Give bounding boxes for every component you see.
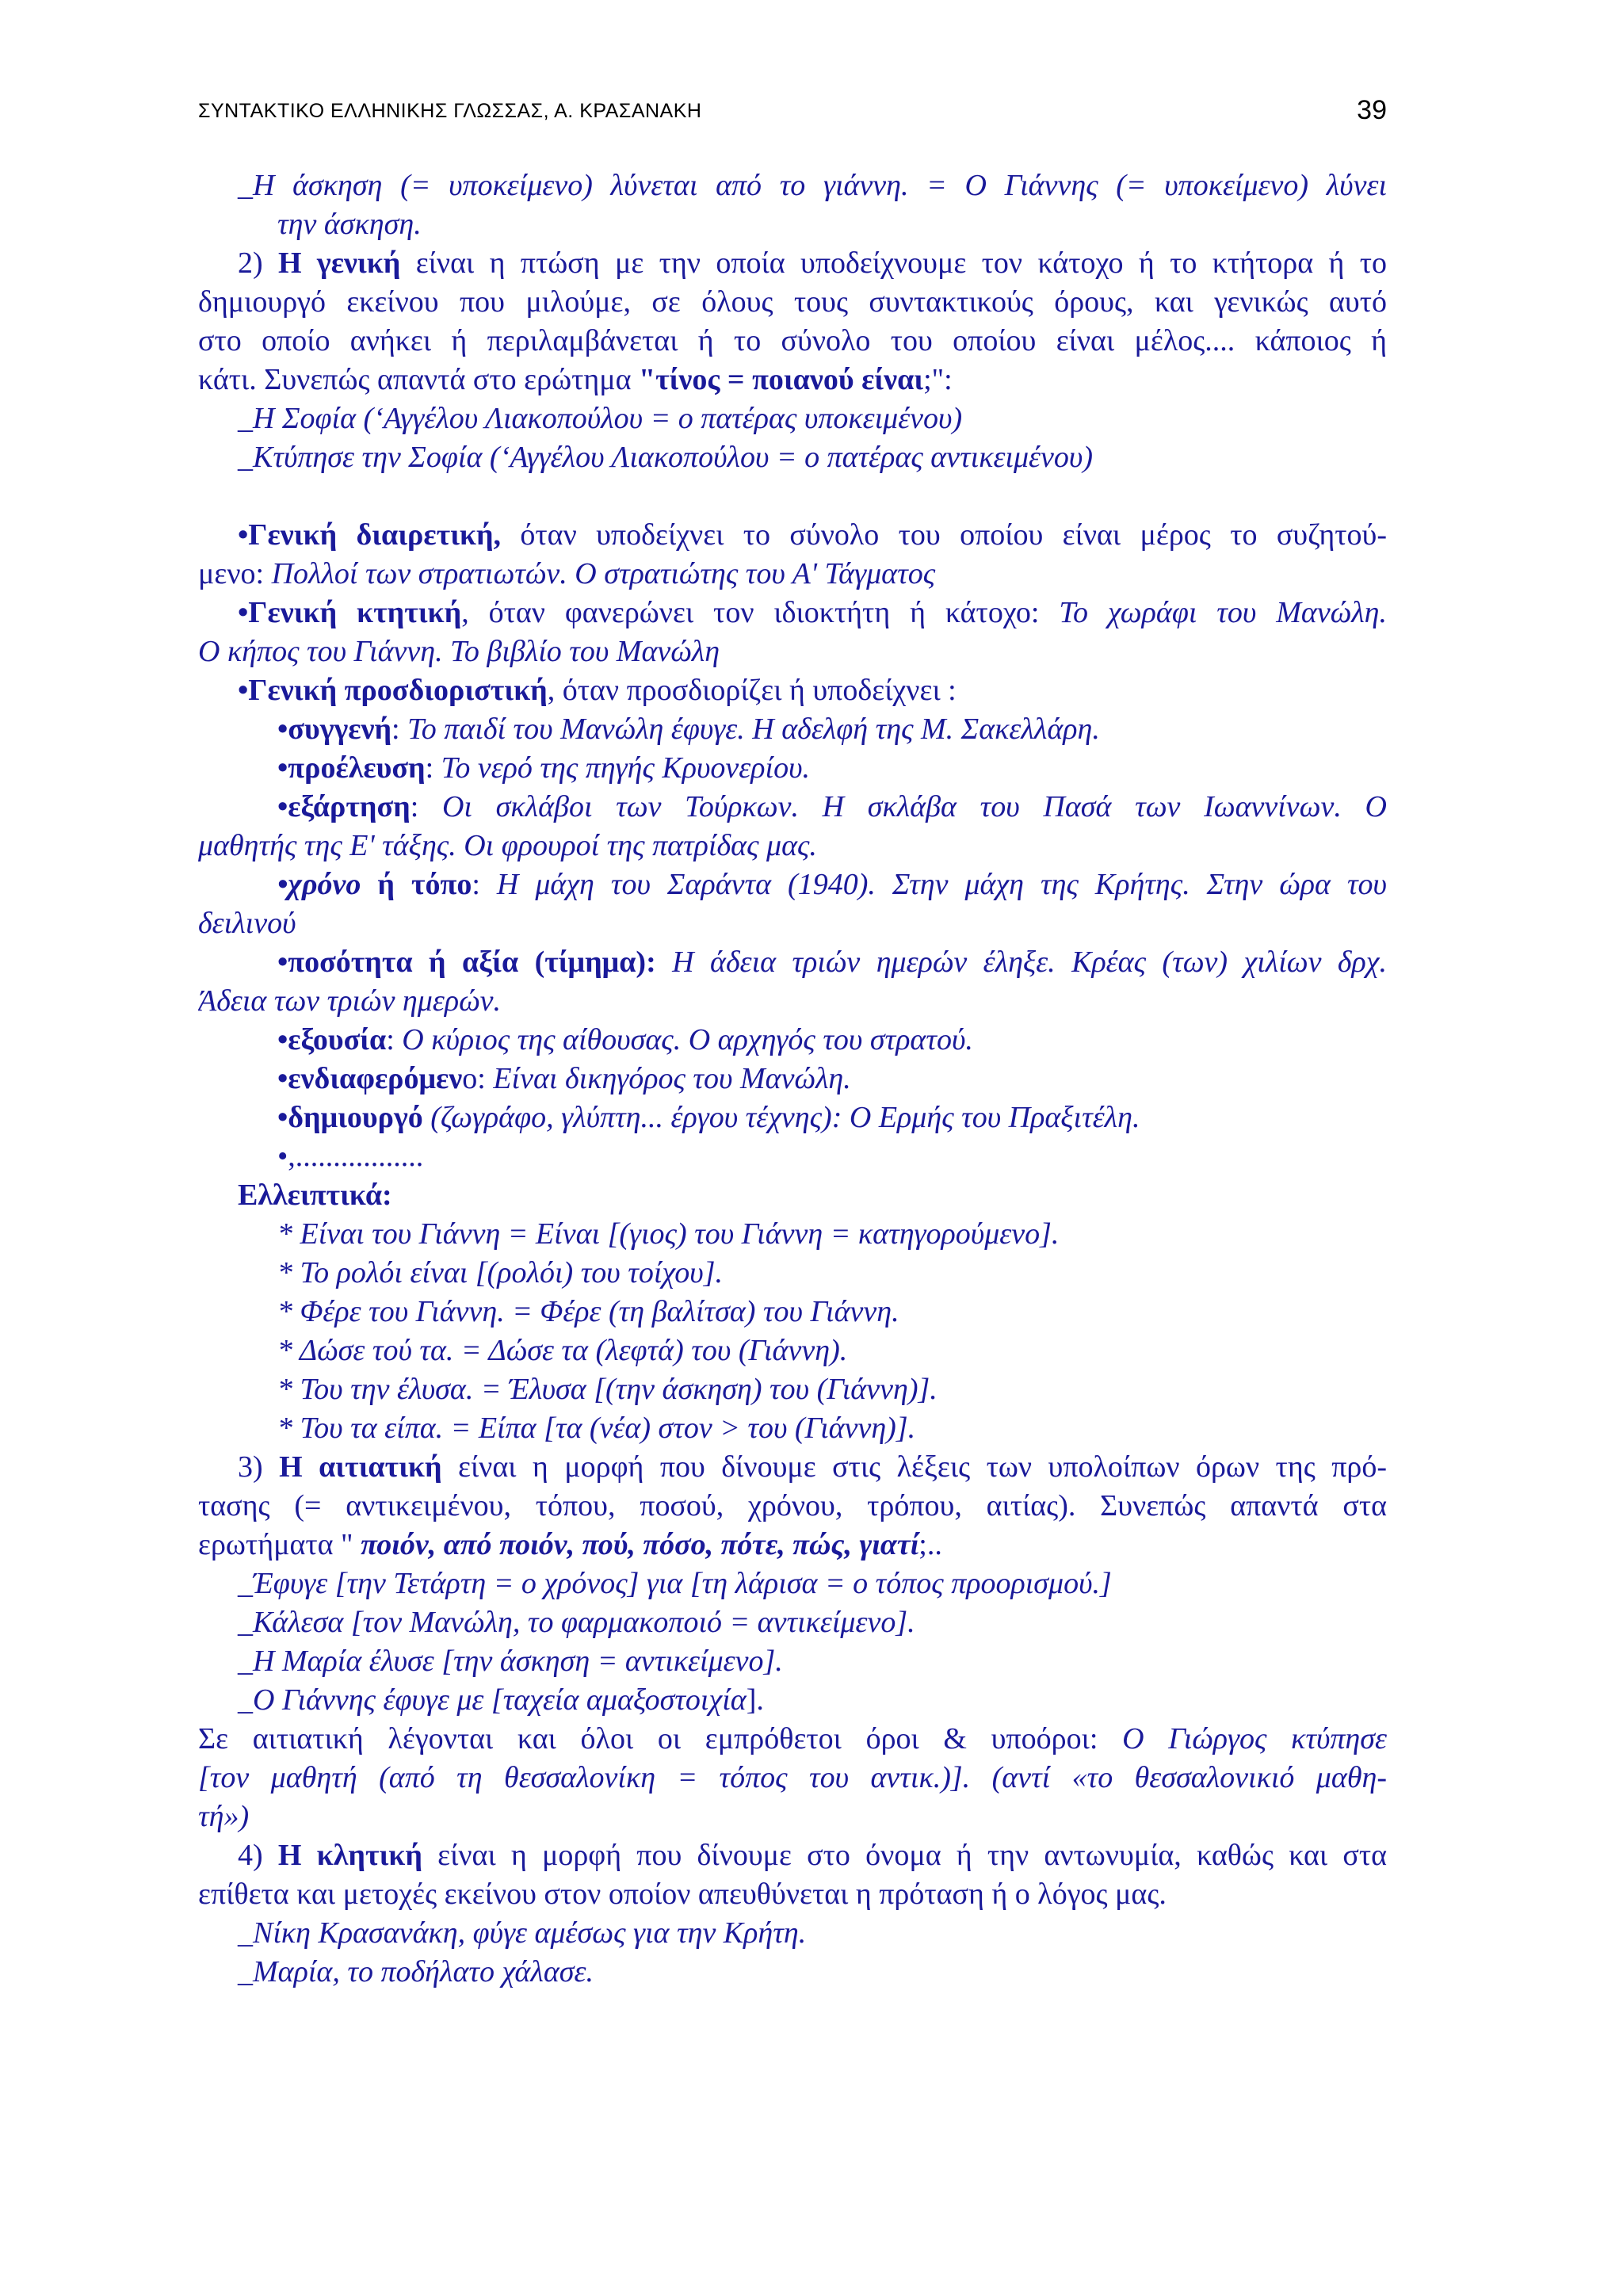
header-title: ΣΥΝΤΑΚΤΙΚΟ ΕΛΛΗΝΙΚΗΣ ΓΛΩΣΣΑΣ, Α. ΚΡΑΣΑΝΑΚΗ — [198, 100, 702, 122]
paragraph-line: κάτι. Συνεπώς απαντά στο ερώτημα "τίνος = ποιανού είναι;": — [198, 363, 953, 396]
paragraph-line: στο οποίο ανήκει ή περιλαμβάνεται ή το σύνολο του οποίου είναι μέλος.... κάποιος ή — [198, 324, 1387, 357]
example-line: * Του τα είπα. = Είπα [τα (νέα) στον > του (Γιάννη)]. — [277, 1412, 916, 1445]
example-line: την άσκηση. — [277, 208, 422, 241]
example-line: * Φέρε του Γιάννη. = Φέρε (τη βαλίτσα) του Γιάννη. — [277, 1295, 899, 1328]
example-line: μαθητής της Ε' τάξης. Οι φρουροί της πατρίδας μας. — [198, 829, 817, 862]
example-line: _Η άσκηση (= υποκείμενο) λύνεται από το γιάννη. = Ο Γιάννης (= υποκείμενο) λύνει — [238, 169, 1387, 202]
sub-bullet-line: •ενδιαφερόμενο: Είναι δικηγόρος του Μανώλη. — [277, 1062, 851, 1095]
sub-bullet-line: •δημιουργό (ζωγράφο, γλύπτη... έργου τέχνης): Ο Ερμής του Πραξιτέλη. — [277, 1101, 1140, 1134]
paragraph-line: 2) Η γενική είναι η πτώση με την οποία υποδείχνουμε τον κάτοχο ή το κτήτορα ή το — [238, 246, 1387, 280]
example-line: _Κάλεσα [τον Μανώλη, το φαρμακοποιό = αντικείμενο]. — [238, 1606, 915, 1639]
paragraph-line: Σε αιτιατική λέγονται και όλοι οι εμπρόθετοι όροι & υπoόροι: Ο Γιώργος κτύπησε — [198, 1722, 1387, 1755]
sub-bullet-line: •ποσότητα ή αξία (τίμημα): Η άδεια τριών ημερών έληξε. Κρέας (των) χιλίων δρχ. — [277, 946, 1387, 979]
example-line: * Το ρολόι είναι [(ρολόι) του τοίχου]. — [277, 1256, 724, 1289]
paragraph-line: ερωτήματα " ποιόν, από ποιόν, πού, πόσο, πότε, πώς, γιατί;.. — [198, 1528, 942, 1561]
example-line: δειλινού — [198, 907, 296, 940]
paragraph-line: δημιουργό εκείνου που μιλούμε, σε όλους τους συντακτικούς όρους, και γενικώς αυτό — [198, 285, 1387, 319]
example-line: * Δώσε τού τα. = Δώσε τα (λεφτά) του (Γιάννη). — [277, 1334, 848, 1367]
bullet-line: •Γενική διαιρετική, όταν υποδείχνει το σύνολο του οποίου είναι μέρος το συζητού- — [238, 518, 1387, 552]
example-line: [τον μαθητή (από τη θεσσαλονίκη = τόπος του αντικ.)]. (αντί «το θεσσαλονικιό μαθη- — [198, 1761, 1387, 1794]
bullet-line: •Γενική προσδιοριστική, όταν προσδιορίζει ή υποδείχνει : — [238, 674, 957, 707]
blank-line — [198, 477, 1387, 516]
sub-bullet-line: •,................. — [277, 1140, 424, 1173]
example-line: Ο κήπος του Γιάννη. Το βιβλίο του Μανώλη — [198, 635, 720, 668]
example-line: _Έφυγε [την Τετάρτη = ο χρόνος] για [τη λάρισα = ο τόπος προορισμού.] — [238, 1567, 1112, 1600]
example-line: _Νίκη Κρασανάκη, φύγε αμέσως για την Κρήτη. — [238, 1916, 807, 1950]
example-line: _Κτύπησε την Σοφία (‘Αγγέλου Λιακοπούλου = ο πατέρας αντικειμένου) — [238, 441, 1093, 474]
paragraph-line: 3) Η αιτιατική είναι η μορφή που δίνουμε στις λέξεις των υπολοίπων όρων της πρό- — [238, 1450, 1387, 1484]
paragraph-line: επίθετα και μετοχές εκείνου στον οποίον απευθύνεται η πρόταση ή ο λόγος μας. — [198, 1878, 1167, 1911]
sub-bullet-line: •εξάρτηση: Οι σκλάβοι των Τούρκων. Η σκλάβα του Πασά των Ιωαννίνων. Ο — [277, 790, 1387, 823]
section-heading: Ελλειπτικά: — [238, 1179, 392, 1212]
sub-bullet-line: •συγγενή: Το παιδί του Μανώλη έφυγε. Η αδελφή της Μ. Σακελλάρη. — [277, 712, 1100, 746]
bullet-line: •Γενική κτητική, όταν φανερώνει τον ιδιοκτήτη ή κάτοχο: Το χωράφι του Μανώλη. — [238, 596, 1387, 629]
example-line: _Ο Γιάννης έφυγε με [ταχεία αμαξοστοιχία]. — [238, 1683, 764, 1717]
example-line: _Η Μαρία έλυσε [την άσκηση = αντικείμενο]. — [238, 1645, 783, 1678]
sub-bullet-line: •εξουσία: Ο κύριος της αίθουσας. Ο αρχηγός του στρατού. — [277, 1023, 973, 1056]
example-line: _Μαρία, το ποδήλατο χάλασε. — [238, 1955, 594, 1988]
example-line: * Του την έλυσα. = Έλυσα [(την άσκηση) του (Γιάννη)]. — [277, 1373, 938, 1406]
page-body — [198, 166, 1387, 1992]
sub-bullet-line: •χρόνο ή τόπο: Η μάχη του Σαράντα (1940). Στην μάχη της Κρήτης. Στην ώρα του — [277, 868, 1387, 901]
sub-bullet-line: •προέλευση: Το νερό της πηγής Κρυονερίου. — [277, 751, 811, 785]
example-line: _Η Σοφία (‘Αγγέλου Λιακοπούλου = ο πατέρας υποκειμένου) — [238, 402, 963, 435]
paragraph-line: μενο: Πολλοί των στρατιωτών. Ο στρατιώτης του Α' Τάγματος — [198, 557, 936, 590]
page-number: 39 — [1357, 95, 1387, 125]
example-line: τή») — [198, 1800, 250, 1833]
paragraph-line: τασης (= αντικειμένου, τόπου, ποσού, χρόνου, τρόπου, αιτίας). Συνεπώς απαντά στα — [198, 1489, 1387, 1522]
running-header — [198, 95, 1387, 135]
example-line: Άδεια των τριών ημερών. — [198, 984, 501, 1018]
example-line: * Είναι του Γιάννη = Είναι [(γιος) του Γιάννη = κατηγορούμενο]. — [277, 1217, 1060, 1251]
paragraph-line: 4) Η κλητική είναι η μορφή που δίνουμε στο όνομα ή την αντωνυμία, καθώς και στα — [238, 1839, 1387, 1872]
